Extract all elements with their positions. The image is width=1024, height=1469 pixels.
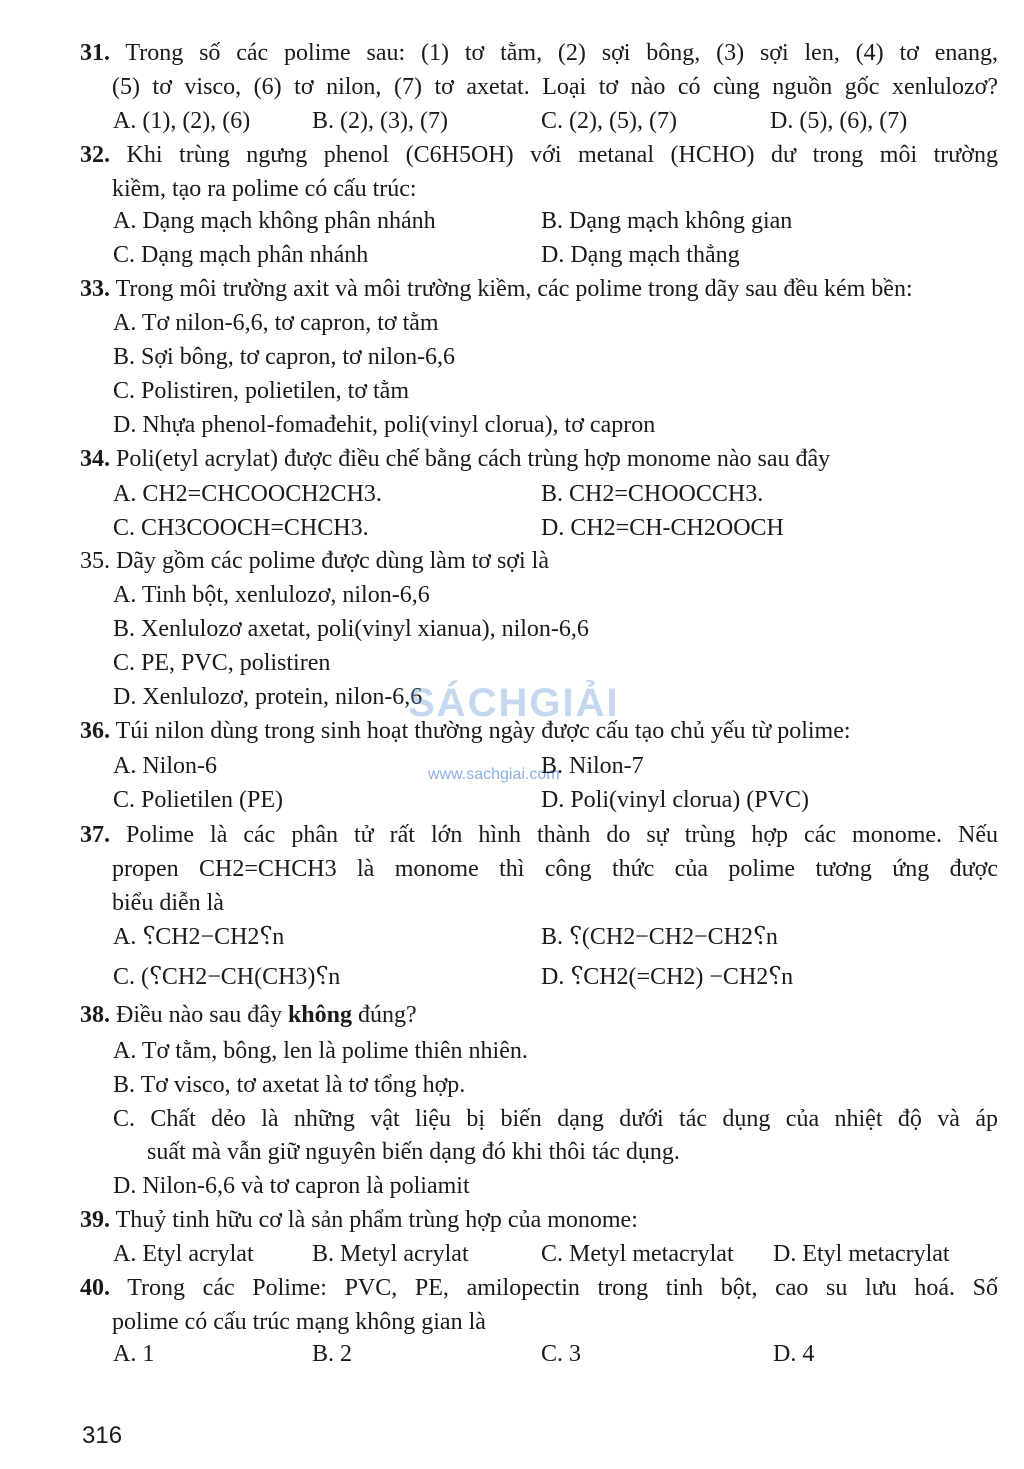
question-stem-line: Polime là các phân tử rất lớn hình thành do sự trùng hợp các monome. Nếu — [126, 822, 999, 848]
question-number: 34. — [80, 446, 110, 472]
option-a: A. Tinh bột, xenlulozơ, nilon-6,6 — [113, 582, 430, 608]
question-38 — [80, 998, 998, 1032]
question-31 — [80, 36, 998, 104]
option-a: A. Dạng mạch không phân nhánh — [113, 208, 436, 234]
page-number: 316 — [82, 1422, 123, 1449]
option-d: D. 4 — [773, 1341, 815, 1367]
question-stem-line: (5) tơ visco, (6) tơ nilon, (7) tơ axetat. Loại tơ nào có cùng nguồn gốc xenlulozơ? — [112, 74, 998, 100]
option-b: B. Xenlulozơ axetat, poli(vinyl xianua), nilon-6,6 — [113, 616, 589, 642]
question-36 — [80, 714, 998, 748]
option-a: A. Tơ nilon-6,6, tơ capron, tơ tằm — [113, 310, 439, 336]
option-c: C. (2), (5), (7) — [541, 108, 677, 134]
watermark-logo: SÁCHGIẢI — [408, 681, 620, 725]
option-c-line: C. Chất dẻo là những vật liệu bị biến dạng dưới tác dụng của nhiệt độ và áp — [113, 1106, 998, 1132]
option-b: B. ⸮(CH2−CH2−CH2⸮n — [541, 924, 778, 950]
option-a: A. Nilon-6 — [113, 753, 217, 779]
question-stem-emphasis: không — [287, 1002, 352, 1028]
question-37 — [80, 818, 998, 920]
option-b: B. 2 — [312, 1341, 353, 1367]
option-c: C. PE, PVC, polistiren — [113, 650, 331, 676]
option-c: C. Dạng mạch phân nhánh — [113, 242, 369, 268]
question-stem-line: Poli(etyl acrylat) được điều chế bằng cách trùng hợp monome nào sau đây — [116, 446, 831, 472]
option-d: D. Nilon-6,6 và tơ capron là poliamit — [113, 1173, 470, 1199]
question-number: 31. — [80, 40, 110, 66]
option-c: C. 3 — [541, 1341, 582, 1367]
question-number: 40. — [80, 1275, 110, 1301]
option-c: C. Metyl metacrylat — [541, 1241, 734, 1267]
question-39 — [80, 1203, 998, 1237]
option-b: B. Dạng mạch không gian — [541, 208, 793, 234]
question-35 — [80, 544, 998, 578]
question-stem-line: kiềm, tạo ra polime có cấu trúc: — [112, 176, 417, 202]
question-stem-line: Trong số các polime sau: (1) tơ tằm, (2) sợi bông, (3) sợi len, (4) tơ enang, — [125, 40, 998, 66]
option-a: A. Tơ tằm, bông, len là polime thiên nhiên. — [113, 1038, 528, 1064]
question-number: 32. — [80, 142, 110, 168]
option-b: B. Nilon-7 — [541, 753, 644, 779]
question-stem-line: Túi nilon dùng trong sinh hoạt thường ngày được cấu tạo chủ yếu từ polime: — [115, 718, 851, 744]
question-stem-line: propen CH2=CHCH3 là monome thì công thức của polime tương ứng được — [112, 856, 998, 882]
option-c: C. (⸮CH2−CH(CH3)⸮n — [113, 964, 341, 990]
question-number: 39. — [80, 1207, 110, 1233]
option-d: D. Dạng mạch thẳng — [541, 242, 740, 268]
option-d: D. Xenlulozơ, protein, nilon-6,6 — [113, 684, 423, 710]
option-b: B. Tơ visco, tơ axetat là tơ tổng hợp. — [113, 1072, 466, 1098]
question-stem-line: Dãy gồm các polime được dùng làm tơ sợi là — [116, 548, 549, 574]
option-b: B. (2), (3), (7) — [312, 108, 448, 134]
option-c-continued: suất mà vẫn giữ nguyên biến dạng đó khi thôi tác dụng. — [147, 1139, 680, 1165]
question-number: 38. — [80, 1002, 110, 1028]
option-d: D. Etyl metacrylat — [773, 1241, 950, 1267]
option-b: B. Metyl acrylat — [312, 1241, 469, 1267]
question-stem-line: Khi trùng ngưng phenol (C6H5OH) với metanal (HCHO) dư trong môi trường — [126, 142, 998, 168]
question-stem-line: Thuỷ tinh hữu cơ là sản phẩm trùng hợp của monome: — [115, 1207, 638, 1233]
option-d: D. Poli(vinyl clorua) (PVC) — [541, 787, 809, 813]
option-c — [113, 1102, 998, 1136]
question-stem-line: polime có cấu trúc mạng không gian là — [112, 1309, 486, 1335]
option-a: A. Etyl acrylat — [113, 1241, 254, 1267]
option-c: C. Polietilen (PE) — [113, 787, 283, 813]
option-a: A. CH2=CHCOOCH2CH3. — [113, 481, 382, 507]
option-c: C. Polistiren, polietilen, tơ tằm — [113, 378, 410, 404]
question-number: 36. — [80, 718, 110, 744]
option-a: A. (1), (2), (6) — [113, 108, 251, 134]
option-b: B. Sợi bông, tơ capron, tơ nilon-6,6 — [113, 344, 456, 370]
option-d: D. (5), (6), (7) — [770, 108, 908, 134]
option-a: A. 1 — [113, 1341, 155, 1367]
question-stem-line: Trong các Polime: PVC, PE, amilopectin trong tinh bột, cao su lưu hoá. Số — [127, 1275, 998, 1301]
question-stem-line: Trong môi trường axit và môi trường kiềm, các polime trong dãy sau đều kém bền: — [115, 276, 913, 302]
question-40 — [80, 1271, 998, 1339]
option-b: B. CH2=CHOOCCH3. — [541, 481, 764, 507]
question-stem-suffix: đúng? — [358, 1002, 417, 1028]
option-d: D. Nhựa phenol-fomađehit, poli(vinyl clorua), tơ capron — [113, 412, 656, 438]
question-33 — [80, 272, 998, 306]
question-number: 37. — [80, 822, 110, 848]
question-34 — [80, 442, 998, 476]
option-a: A. ⸮CH2−CH2⸮n — [113, 924, 285, 950]
option-d: D. CH2=CH-CH2OOCH — [541, 515, 784, 541]
option-c: C. CH3COOCH=CHCH3. — [113, 515, 369, 541]
option-d: D. ⸮CH2(=CH2) −CH2⸮n — [541, 964, 794, 990]
question-stem-prefix: Điều nào sau đây — [116, 1002, 282, 1028]
watermark-url: www.sachgiai.com — [428, 766, 560, 783]
question-stem-line: biểu diễn là — [112, 890, 224, 916]
question-number: 35. — [80, 548, 110, 574]
question-number: 33. — [80, 276, 110, 302]
question-32 — [80, 138, 998, 206]
